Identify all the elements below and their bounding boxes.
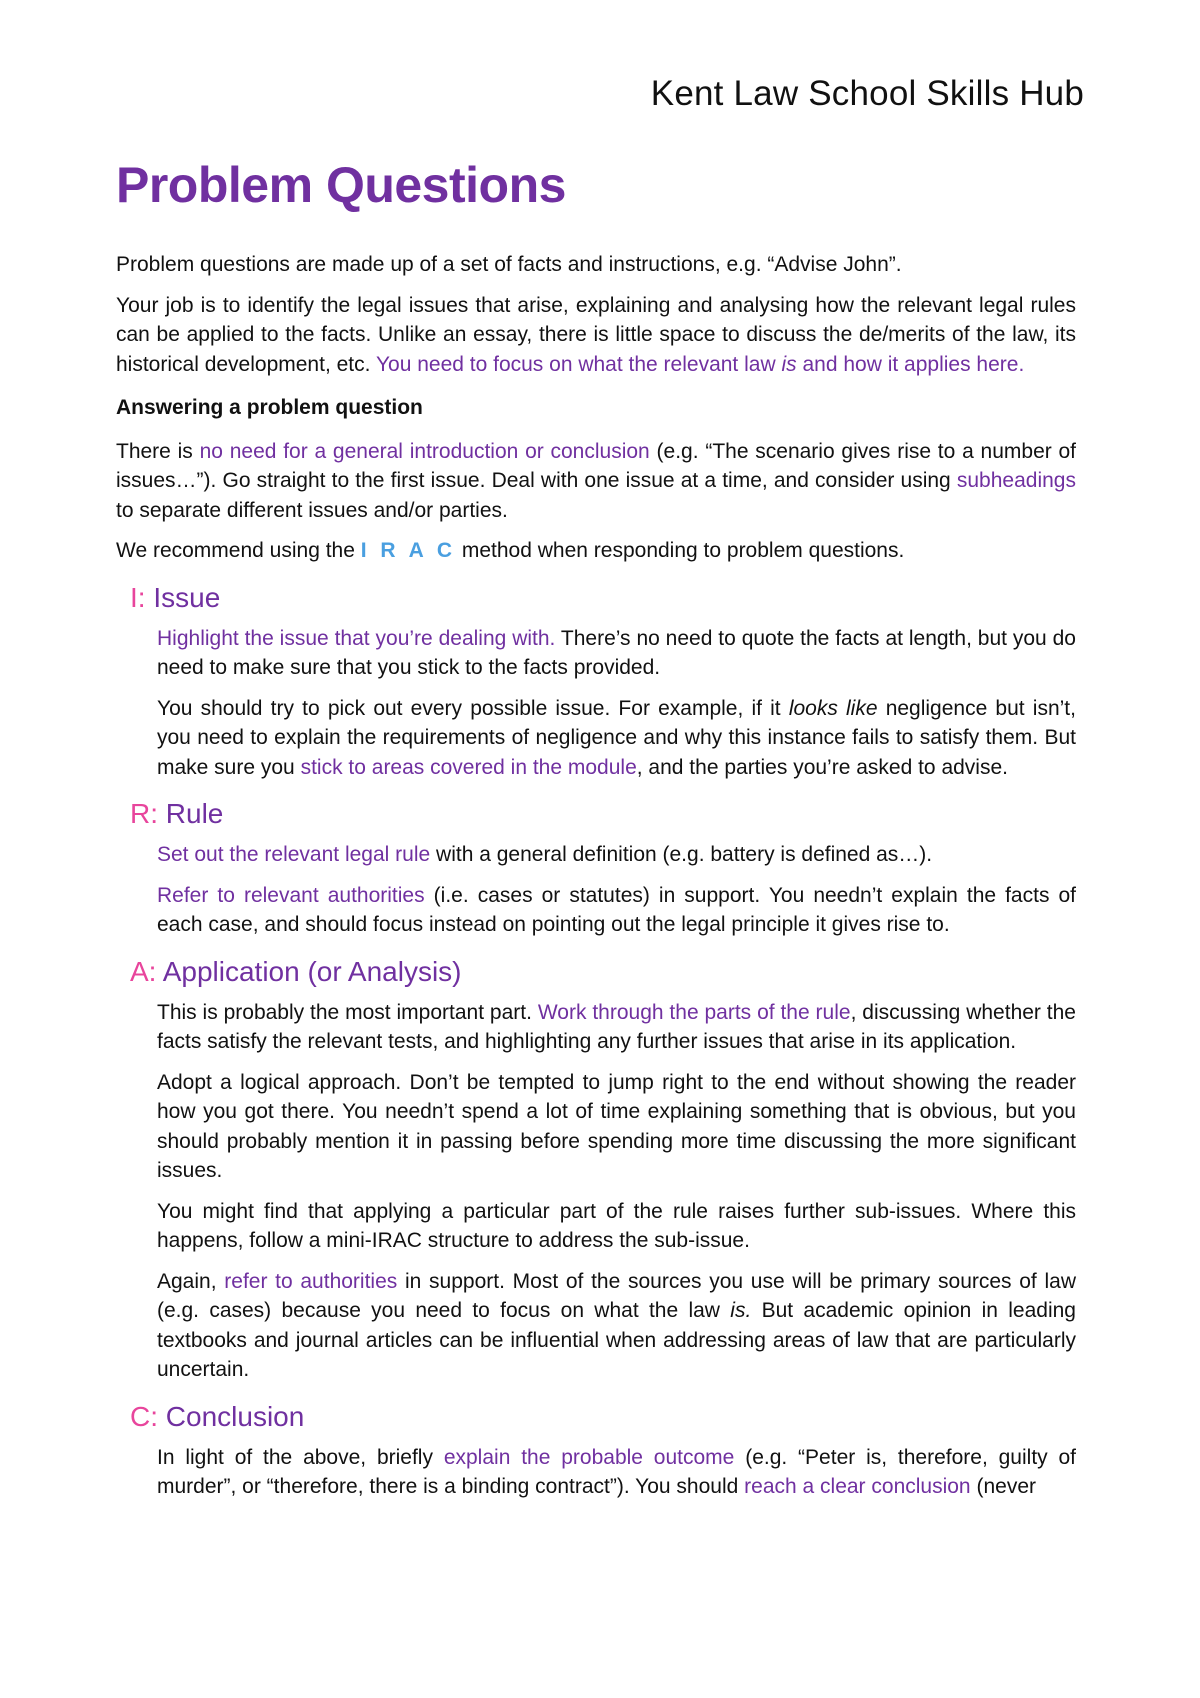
rule-section — [157, 840, 1076, 940]
rule-paragraph-1: Set out the relevant legal rule with a general definition (e.g. battery is defined as…). — [157, 843, 933, 866]
rule-paragraph-2: Refer to relevant authorities (i.e. cases or statutes) in support. You needn’t explain the facts of each case, and should focus instead on pointing out the legal principle it gives rise to. — [157, 883, 1077, 936]
answering-paragraph-2: We recommend using the I R A C method when responding to problem questions. — [116, 539, 905, 562]
section-heading-conclusion: C: Conclusion — [130, 1400, 305, 1432]
section-heading-rule: R: Rule — [130, 798, 224, 829]
answering-paragraph-1: There is no need for a general introduction or conclusion (e.g. “The scenario gives rise to a number of issues…”). Go straight to the first issue. Deal with one issue at a time, and consider using subheadings to separate different issues and/or parties. — [116, 439, 1077, 522]
issue-paragraph-2: You should try to pick out every possible issue. For example, if it looks like negligence but isn’t, you need to explain the requirements of negligence and why this instance fails to satisfy them. But make sure you stick to areas covered in the module, and the parties you’re asked to advise. — [157, 696, 1076, 779]
application-paragraph-3: You might find that applying a particular part of the rule raises further sub-issues. Where this happens, follow a mini-IRAC structure to address the sub-issue. — [157, 1199, 1076, 1252]
application-paragraph-4: Again, refer to authorities in support. Most of the sources you use will be primary sources of law (e.g. cases) because you need to focus on what the law is. But academic opinion in leading textbooks and journal articles can be influential when addressing areas of law that are particularly uncertain. — [157, 1269, 1076, 1381]
section-heading-issue: I: Issue — [130, 581, 221, 613]
document-body — [116, 250, 1076, 1513]
section-heading-application: A: Application (or Analysis) — [130, 955, 462, 987]
no-intro-highlight: no need for a general introduction or conclusion — [199, 439, 650, 463]
answering-heading: Answering a problem question — [116, 396, 423, 419]
intro-highlight: You need to focus on what the relevant law is and how it applies here. — [375, 352, 1025, 376]
irac-label: I R A C — [360, 539, 457, 562]
page-title: Problem Questions — [116, 157, 566, 213]
issue-paragraph-1: Highlight the issue that you’re dealing with. There’s no need to quote the facts at length, but you do need to make sure that you stick to the facts provided. — [157, 626, 1076, 679]
skills-hub-header: Kent Law School Skills Hub — [650, 74, 1084, 113]
application-paragraph-2: Adopt a logical approach. Don’t be tempted to jump right to the end without showing the reader how you got there. You needn’t spend a lot of time explaining something that is obvious, but you should probably mention it in passing before spending more time discussing the more significant issues. — [157, 1070, 1076, 1182]
issue-section — [157, 624, 1076, 783]
intro-paragraph-1: Problem questions are made up of a set of facts and instructions, e.g. “Advise John”. — [116, 253, 902, 276]
conclusion-paragraph-1: In light of the above, briefly explain the probable outcome (e.g. “Peter is, therefore, guilty of murder”, or “therefore, there is a binding contract”). You should reach a clear conclusion (never — [157, 1445, 1076, 1498]
application-paragraph-1: This is probably the most important part. Work through the parts of the rule, discussing whether the facts satisfy the relevant tests, and highlighting any further issues that arise in its application. — [157, 1000, 1076, 1053]
intro-paragraph-2: Your job is to identify the legal issues that arise, explaining and analysing how the relevant legal rules can be applied to the facts. Unlike an essay, there is little space to discuss the de/merits of the law, its historical development, etc. You need to focus on what the relevant law is and how it applies here. — [116, 293, 1076, 376]
conclusion-section — [157, 1443, 1076, 1502]
subheadings-highlight: subheadings — [956, 469, 1076, 492]
application-section — [157, 998, 1076, 1385]
